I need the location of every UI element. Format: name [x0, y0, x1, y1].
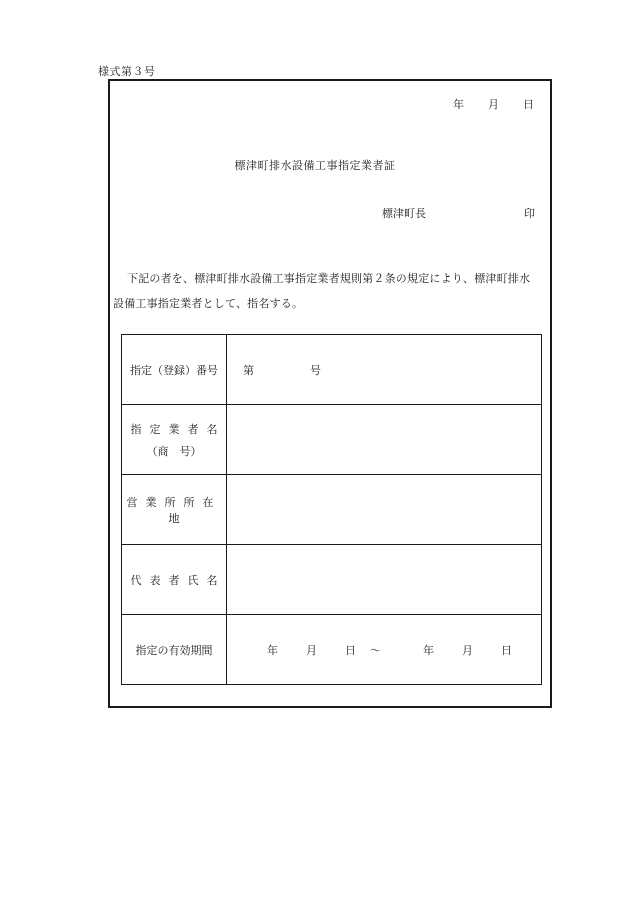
table-row: [122, 405, 542, 475]
contractor-name-label: [122, 405, 227, 475]
issue-year-label: 年: [453, 98, 464, 111]
office-address-label-text: 営業所所在地: [126, 495, 222, 525]
body-line-1: 下記の者を、標津町排水設備工事指定業者規則第２条の規定により、標津町排水: [127, 272, 531, 285]
issuer-name: 標津町長: [382, 207, 426, 220]
table-row: [122, 545, 542, 615]
validity-end-day: 日: [501, 643, 512, 657]
representative-name-value: [227, 545, 542, 615]
validity-period-label: 指定の有効期間: [122, 615, 227, 685]
representative-name-label: [122, 545, 227, 615]
validity-start-month: 月: [306, 643, 317, 657]
issue-month-label: 月: [488, 98, 499, 111]
validity-start-year: 年: [267, 643, 278, 657]
validity-period-value: [227, 615, 542, 685]
registration-number-value: [227, 335, 542, 405]
representative-name-label-text: 代表者氏名: [130, 573, 226, 587]
registration-number-label: 指定（登録）番号: [122, 335, 227, 405]
issue-date: [453, 96, 534, 112]
certificate-body: [113, 266, 545, 316]
validity-end-year: 年: [423, 643, 434, 657]
table-row: [122, 475, 542, 545]
details-table: [121, 334, 542, 685]
trade-name-label: （商 号）: [146, 444, 202, 458]
number-prefix: 第: [243, 363, 254, 377]
validity-end-month: 月: [462, 643, 473, 657]
table-row: [122, 335, 542, 405]
form-number: 様式第３号: [98, 65, 156, 78]
office-address-label: [122, 475, 227, 545]
validity-tilde: ～: [370, 643, 381, 657]
seal-mark: 印: [524, 207, 535, 220]
contractor-name-value: [227, 405, 542, 475]
office-address-value: [227, 475, 542, 545]
number-suffix: 号: [310, 363, 321, 377]
body-line-2: 設備工事指定業者として、指名する。: [113, 297, 304, 310]
table-row: [122, 615, 542, 685]
issue-day-label: 日: [523, 98, 534, 111]
certificate-title: 標津町排水設備工事指定業者証: [234, 159, 396, 172]
validity-start-day: 日: [345, 643, 356, 657]
contractor-name-label-text: 指定業者名: [130, 422, 226, 436]
